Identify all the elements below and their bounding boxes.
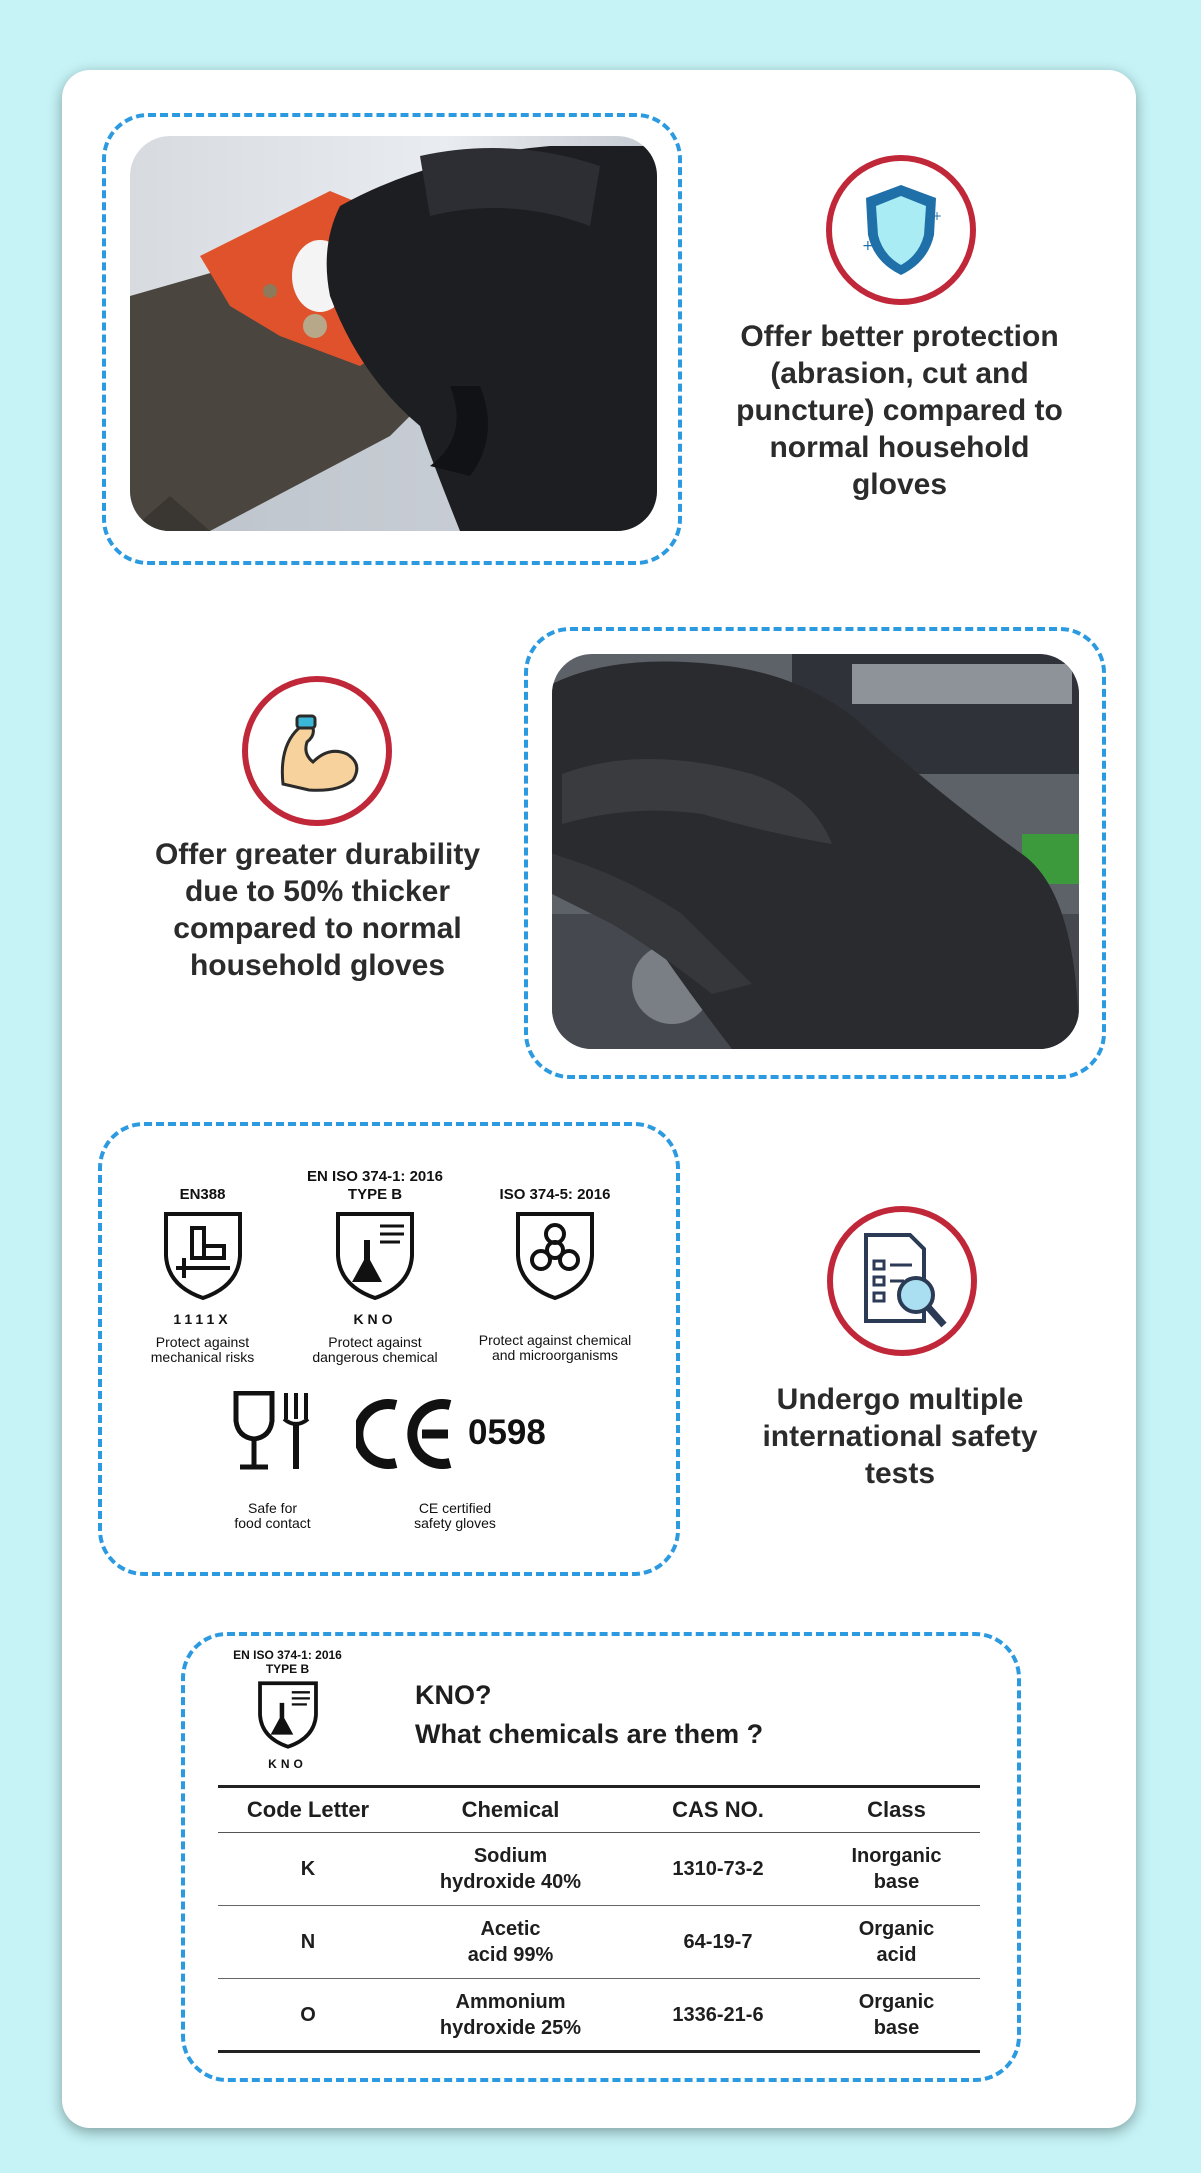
flask-shield-icon: [257, 1680, 319, 1750]
cert-iso374-5-desc: Protect against chemical and microorganisms: [478, 1332, 632, 1363]
flexed-arm-icon: [269, 706, 365, 796]
cert-en374-1-code: KNO: [353, 1311, 397, 1327]
cell-code-letter: K: [218, 1833, 398, 1906]
cell-code-letter: O: [218, 1979, 398, 2052]
col-header-class: Class: [813, 1787, 980, 1833]
cell-chemical: Ammonium hydroxide 25%: [398, 1979, 623, 2052]
cert-en388: [130, 1186, 275, 1365]
cell-chemical: Acetic acid 99%: [398, 1906, 623, 1979]
cell-class: Inorganic base: [813, 1833, 980, 1906]
cert-en388-code: 1111X: [173, 1311, 232, 1327]
ce-number: 0598: [468, 1413, 546, 1452]
cell-cas-no: 64-19-7: [623, 1906, 813, 1979]
hammer-shield-icon: [162, 1210, 244, 1302]
kno-heading-line1: KNO?: [415, 1680, 492, 1710]
cert-iso374-5-title: ISO 374-5: 2016: [499, 1186, 611, 1203]
feature-durability-text: Offer greater durability due to 50% thicker compared to normal household gloves: [154, 838, 481, 982]
cert-en388-title: EN388: [179, 1186, 226, 1203]
kno-heading-line2: What chemicals are them ?: [415, 1719, 764, 1749]
table-header-row: [218, 1787, 980, 1833]
glove-engine-photo: [552, 654, 1079, 1049]
svg-text:+: +: [932, 209, 943, 223]
cert-en374-1-desc: Protect against dangerous chemical: [312, 1334, 438, 1365]
glove-saw-photo: [130, 136, 657, 531]
col-header-cas-no: CAS NO.: [623, 1787, 813, 1833]
table-row: [218, 1833, 980, 1906]
shield-icon-circle: [826, 155, 976, 305]
col-header-code-letter: Code Letter: [218, 1787, 398, 1833]
document-icon-circle: [827, 1206, 977, 1356]
svg-text:+: +: [862, 238, 874, 254]
cert-en388-desc: Protect against mechanical risks: [150, 1334, 255, 1365]
food-contact-desc: Safe for food contact: [234, 1500, 311, 1531]
cert-en374-1: [285, 1168, 465, 1365]
cert-en374-1-title: EN ISO 374-1: 2016 TYPE B: [307, 1168, 443, 1203]
glass-fork-icon: [230, 1391, 316, 1471]
kno-badge-code: KNO: [268, 1757, 307, 1771]
shield-icon: [856, 180, 946, 280]
kno-badge: [220, 1648, 355, 1771]
flask-shield-icon: [334, 1210, 416, 1302]
feature-protection-text: Offer better protection (abrasion, cut and puncture) compared to normal household gloves: [736, 320, 1063, 501]
chemicals-table: [218, 1785, 980, 2053]
cell-cas-no: 1310-73-2: [623, 1833, 813, 1906]
cell-class: Organic acid: [813, 1906, 980, 1979]
cell-cas-no: 1336-21-6: [623, 1979, 813, 2052]
cell-code-letter: N: [218, 1906, 398, 1979]
cell-class: Organic base: [813, 1979, 980, 2052]
cell-chemical: Sodium hydroxide 40%: [398, 1833, 623, 1906]
kno-badge-title: EN ISO 374-1: 2016 TYPE B: [233, 1648, 342, 1676]
ce-mark-icon: [356, 1399, 456, 1469]
feature-safety-tests-text: Undergo multiple international safety tests: [762, 1383, 1038, 1490]
table-row: [218, 1906, 980, 1979]
col-header-chemical: Chemical: [398, 1787, 623, 1833]
document-magnifier-icon: [854, 1231, 950, 1331]
cert-iso374-5: [465, 1186, 645, 1363]
biohazard-shield-icon: [514, 1210, 596, 1302]
table-row: [218, 1979, 980, 2052]
arm-icon-circle: [242, 676, 392, 826]
ce-desc: CE certified safety gloves: [414, 1500, 496, 1531]
